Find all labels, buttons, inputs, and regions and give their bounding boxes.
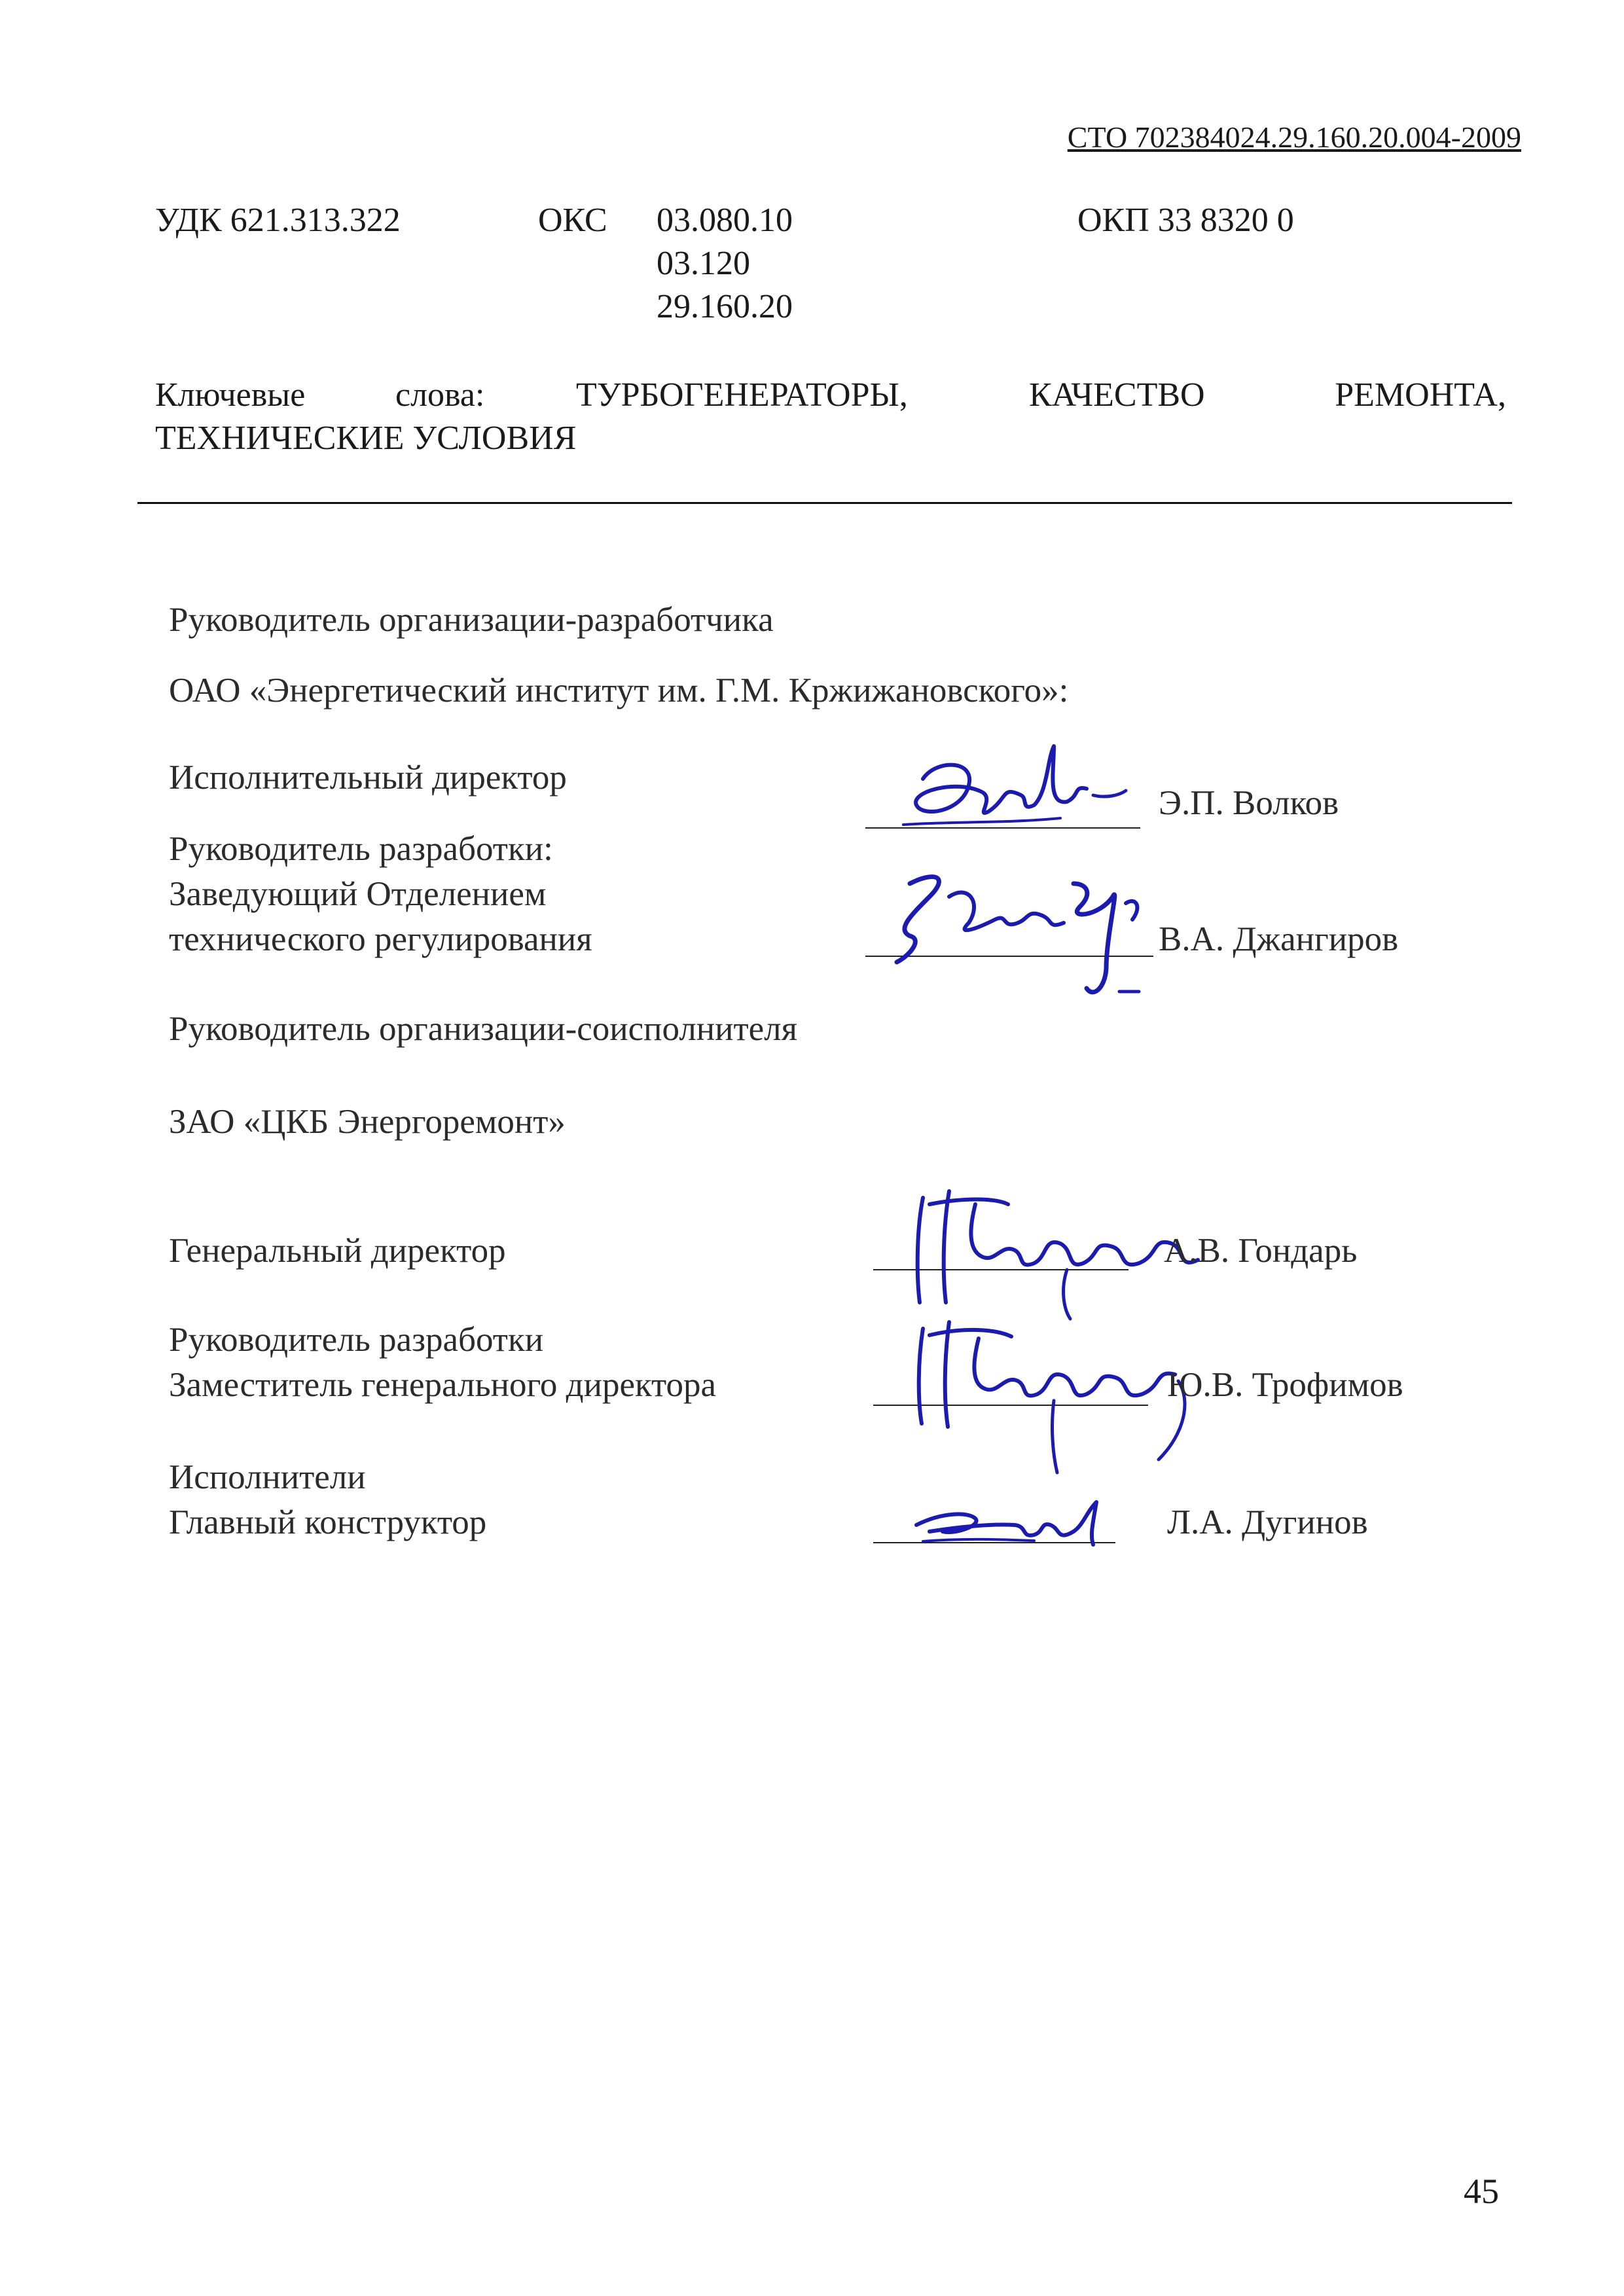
signature-duginov [903, 1486, 1113, 1558]
signatory-role: Главный конструктор [169, 1503, 487, 1541]
signatory-name: Л.А. Дугинов [1167, 1503, 1368, 1541]
signature-dzhangirov [871, 857, 1172, 1008]
oks-code-3: 29.160.20 [657, 288, 793, 325]
standard-code: СТО 702384024.29.160.20.004-2009 [1067, 120, 1521, 154]
signatory-name: А.В. Гондарь [1164, 1232, 1358, 1270]
signatory-role: Руководитель разработки [169, 1321, 544, 1359]
signatory-name: Э.П. Волков [1159, 784, 1339, 822]
developer-heading: Руководитель организации-разработчика [169, 601, 774, 639]
co-developer-heading: Руководитель организации-соисполнителя [169, 1010, 798, 1048]
keyword-item: ТУРБОГЕНЕРАТОРЫ, [576, 376, 908, 414]
signatory-name: В.А. Джангиров [1159, 920, 1399, 958]
keywords-label-2: слова: [395, 376, 485, 414]
signature-volkov [897, 733, 1146, 844]
oks-code-2: 03.120 [657, 245, 750, 282]
signatory-role: Исполнительный директор [169, 759, 567, 797]
signatory-role: технического регулирования [169, 920, 592, 958]
signatory-name: Ю.В. Трофимов [1167, 1366, 1403, 1404]
signatory-role: Заведующий Отделением [169, 875, 547, 913]
keyword-item: КАЧЕСТВО [1029, 376, 1205, 414]
signatory-role: Генеральный директор [169, 1232, 506, 1270]
signatory-role: Заместитель генерального директора [169, 1366, 717, 1404]
signatory-role: Исполнители [169, 1458, 366, 1496]
signatory-role: Руководитель разработки: [169, 830, 553, 868]
keyword-item: РЕМОНТА, [1335, 376, 1506, 414]
oks-label: ОКС [538, 202, 607, 239]
keywords-label: Ключевые [155, 376, 306, 414]
oks-code-1: 03.080.10 [657, 202, 793, 239]
keyword-item: ТЕХНИЧЕСКИЕ УСЛОВИЯ [155, 420, 577, 457]
udk-code: УДК 621.313.322 [155, 202, 401, 239]
developer-organization: ОАО «Энергетический институт им. Г.М. Кржижановского»: [169, 672, 1069, 709]
page-number: 45 [1464, 2172, 1499, 2211]
okp-code: ОКП 33 8320 0 [1077, 202, 1294, 239]
co-developer-organization: ЗАО «ЦКБ Энергоремонт» [169, 1103, 566, 1141]
divider [137, 502, 1512, 504]
